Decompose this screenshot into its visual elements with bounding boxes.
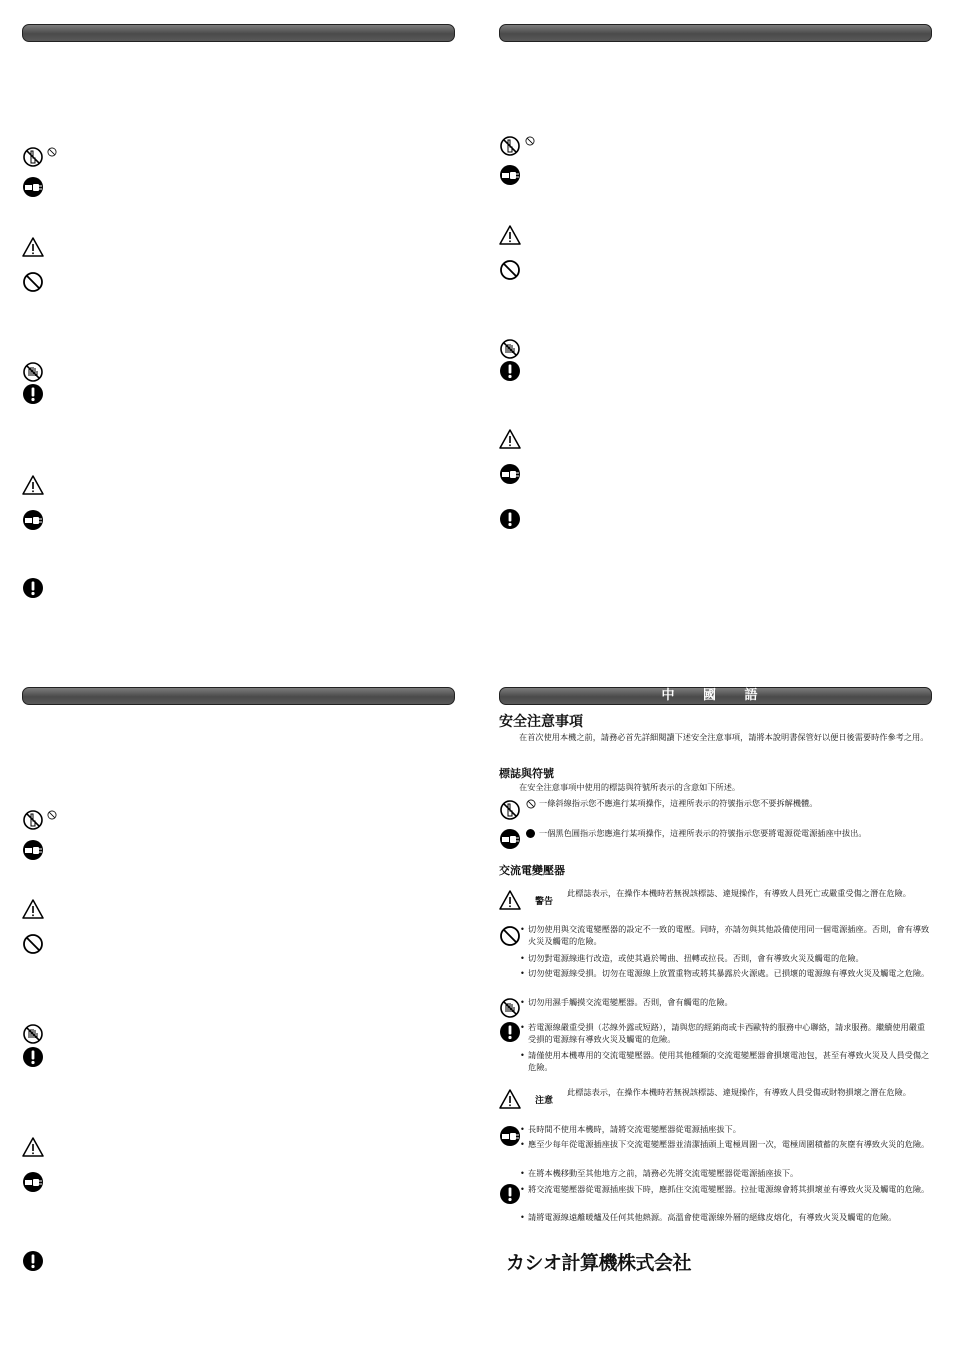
- list-item: • 若電源線嚴重受損（芯線外露或短路），請與您的經銷商或卡西歐特約服務中心聯絡，請求服務。繼續使用嚴重受損的電源線有導致火災及觸電的危險。: [520, 1021, 932, 1045]
- prohibition-icon: [526, 799, 536, 809]
- no-wet-hands-icon: [22, 1023, 44, 1045]
- adapter-heading: 交流電變壓器: [499, 864, 565, 877]
- symbols-heading: 標誌與符號: [499, 767, 554, 780]
- prohibition-icon: [47, 147, 57, 157]
- no-wet-hands-icon: [22, 361, 44, 383]
- no-disassemble-icon: [499, 799, 521, 821]
- no-disassemble-icon: [499, 135, 521, 157]
- unplug-icon: [499, 1125, 521, 1147]
- section-header-bar: [22, 687, 455, 705]
- ban-symbol-description: 一條斜線指示您不應進行某項操作，這裡所表示的符號指示您不要拆解機體。: [539, 798, 818, 808]
- warning-triangle-icon: [22, 898, 44, 920]
- warning-label: 警告: [535, 897, 554, 907]
- list-item: • 切勿使用與交流電變壓器的設定不一致的電壓。同時，亦請勿與其他設備使用同一個電源插座。否則，會有導致火災及觸電的危險。: [520, 923, 932, 947]
- unplug-icon: [22, 509, 44, 531]
- list-item: • 切勿對電源線進行改造，或使其過於彎曲、扭轉或拉長。否則，會有導致火災及觸電的危險。: [520, 952, 932, 964]
- section-header-bar: [22, 24, 455, 42]
- mandatory-action-icon: [22, 383, 44, 405]
- warning-triangle-icon: [22, 474, 44, 496]
- unplug-icon: [22, 1171, 44, 1193]
- company-logo: カシオ計算機株式会社: [506, 1252, 692, 1274]
- black-dot-icon: [526, 829, 535, 838]
- list-item: • 長時間不使用本機時，請將交流電變壓器從電源插座拔下。: [520, 1123, 932, 1135]
- unplug-icon: [22, 176, 44, 198]
- page-title: 安全注意事項: [499, 714, 583, 730]
- warning-triangle-icon: [499, 889, 521, 911]
- no-disassemble-icon: [22, 146, 44, 168]
- no-wet-hands-icon: [499, 997, 521, 1019]
- unplug-icon: [499, 463, 521, 485]
- no-disassemble-icon: [22, 809, 44, 831]
- prohibition-icon: [22, 933, 44, 955]
- prohibition-icon: [47, 810, 57, 820]
- prohibition-icon: [499, 925, 521, 947]
- section-header-bar: [499, 24, 932, 42]
- prohibition-icon: [22, 271, 44, 293]
- mandatory-action-icon: [499, 1021, 521, 1043]
- list-item: • 請將電源線遠離暖爐及任何其他熱源。高溫會使電源線外層的絕緣皮熔化，有導致火災及觸電的危險。: [520, 1211, 932, 1223]
- caution-label: 注意: [535, 1096, 554, 1106]
- warning-triangle-icon: [22, 1136, 44, 1158]
- list-item: • 在將本機移動至其他地方之前，請務必先將交流電變壓器從電源插座拔下。: [520, 1167, 932, 1179]
- unplug-icon: [22, 839, 44, 861]
- mandatory-action-icon: [499, 1183, 521, 1205]
- mandatory-action-icon: [22, 1250, 44, 1272]
- warning-description: 此標誌表示，在操作本機時若無視該標誌、違規操作，有導致人員死亡或嚴重受傷之潛在危險。: [567, 888, 911, 898]
- list-item: • 切勿用濕手觸摸交流電變壓器。否則，會有觸電的危險。: [520, 996, 932, 1008]
- prohibition-icon: [525, 136, 535, 146]
- list-item: • 請僅使用本機專用的交流電變壓器。使用其他種類的交流電變壓器會損壞電池包，甚至有導致火災及人員受傷之危險。: [520, 1049, 932, 1073]
- warning-triangle-icon: [499, 1088, 521, 1110]
- prohibition-icon: [499, 259, 521, 281]
- mandatory-action-icon: [499, 508, 521, 530]
- list-item: • 應至少每年從電源插座拔下交流電變壓器並清潔插頭上電極周圍一次，電極周圍積蓄的灰塵有導致火災的危險。: [520, 1138, 932, 1150]
- warning-triangle-icon: [499, 224, 521, 246]
- mandatory-action-icon: [22, 577, 44, 599]
- section-header-bar-chinese: 中 國 語: [499, 687, 932, 705]
- list-item: • 將交流電變壓器從電源插座拔下時，應抓住交流電變壓器。拉扯電源線會將其損壞並有導致火災及觸電的危險。: [520, 1183, 932, 1195]
- mandatory-action-icon: [22, 1046, 44, 1068]
- symbols-intro: 在安全注意事項中使用的標誌與符號所表示的含意如下所述。: [519, 782, 741, 792]
- warning-triangle-icon: [22, 236, 44, 258]
- dot-symbol-description: 一個黑色圓指示您應進行某項操作，這裡所表示的符號指示您要將電源從電源插座中拔出。: [539, 828, 867, 838]
- mandatory-action-icon: [499, 360, 521, 382]
- warning-triangle-icon: [499, 428, 521, 450]
- intro-text: 在首次使用本機之前，請務必首先詳細閱讀下述安全注意事項，請將本說明書保管好以便日後需要時作參考之用。: [519, 732, 929, 742]
- unplug-icon: [499, 164, 521, 186]
- caution-description: 此標誌表示，在操作本機時若無視該標誌、違規操作，有導致人員受傷或財物損壞之潛在危險。: [567, 1087, 911, 1097]
- list-item: • 切勿使電源線受損。切勿在電源線上放置重物或將其暴露於火源處。已損壞的電源線有導致火災及觸電之危險。: [520, 967, 932, 979]
- no-wet-hands-icon: [499, 338, 521, 360]
- unplug-icon: [499, 828, 521, 850]
